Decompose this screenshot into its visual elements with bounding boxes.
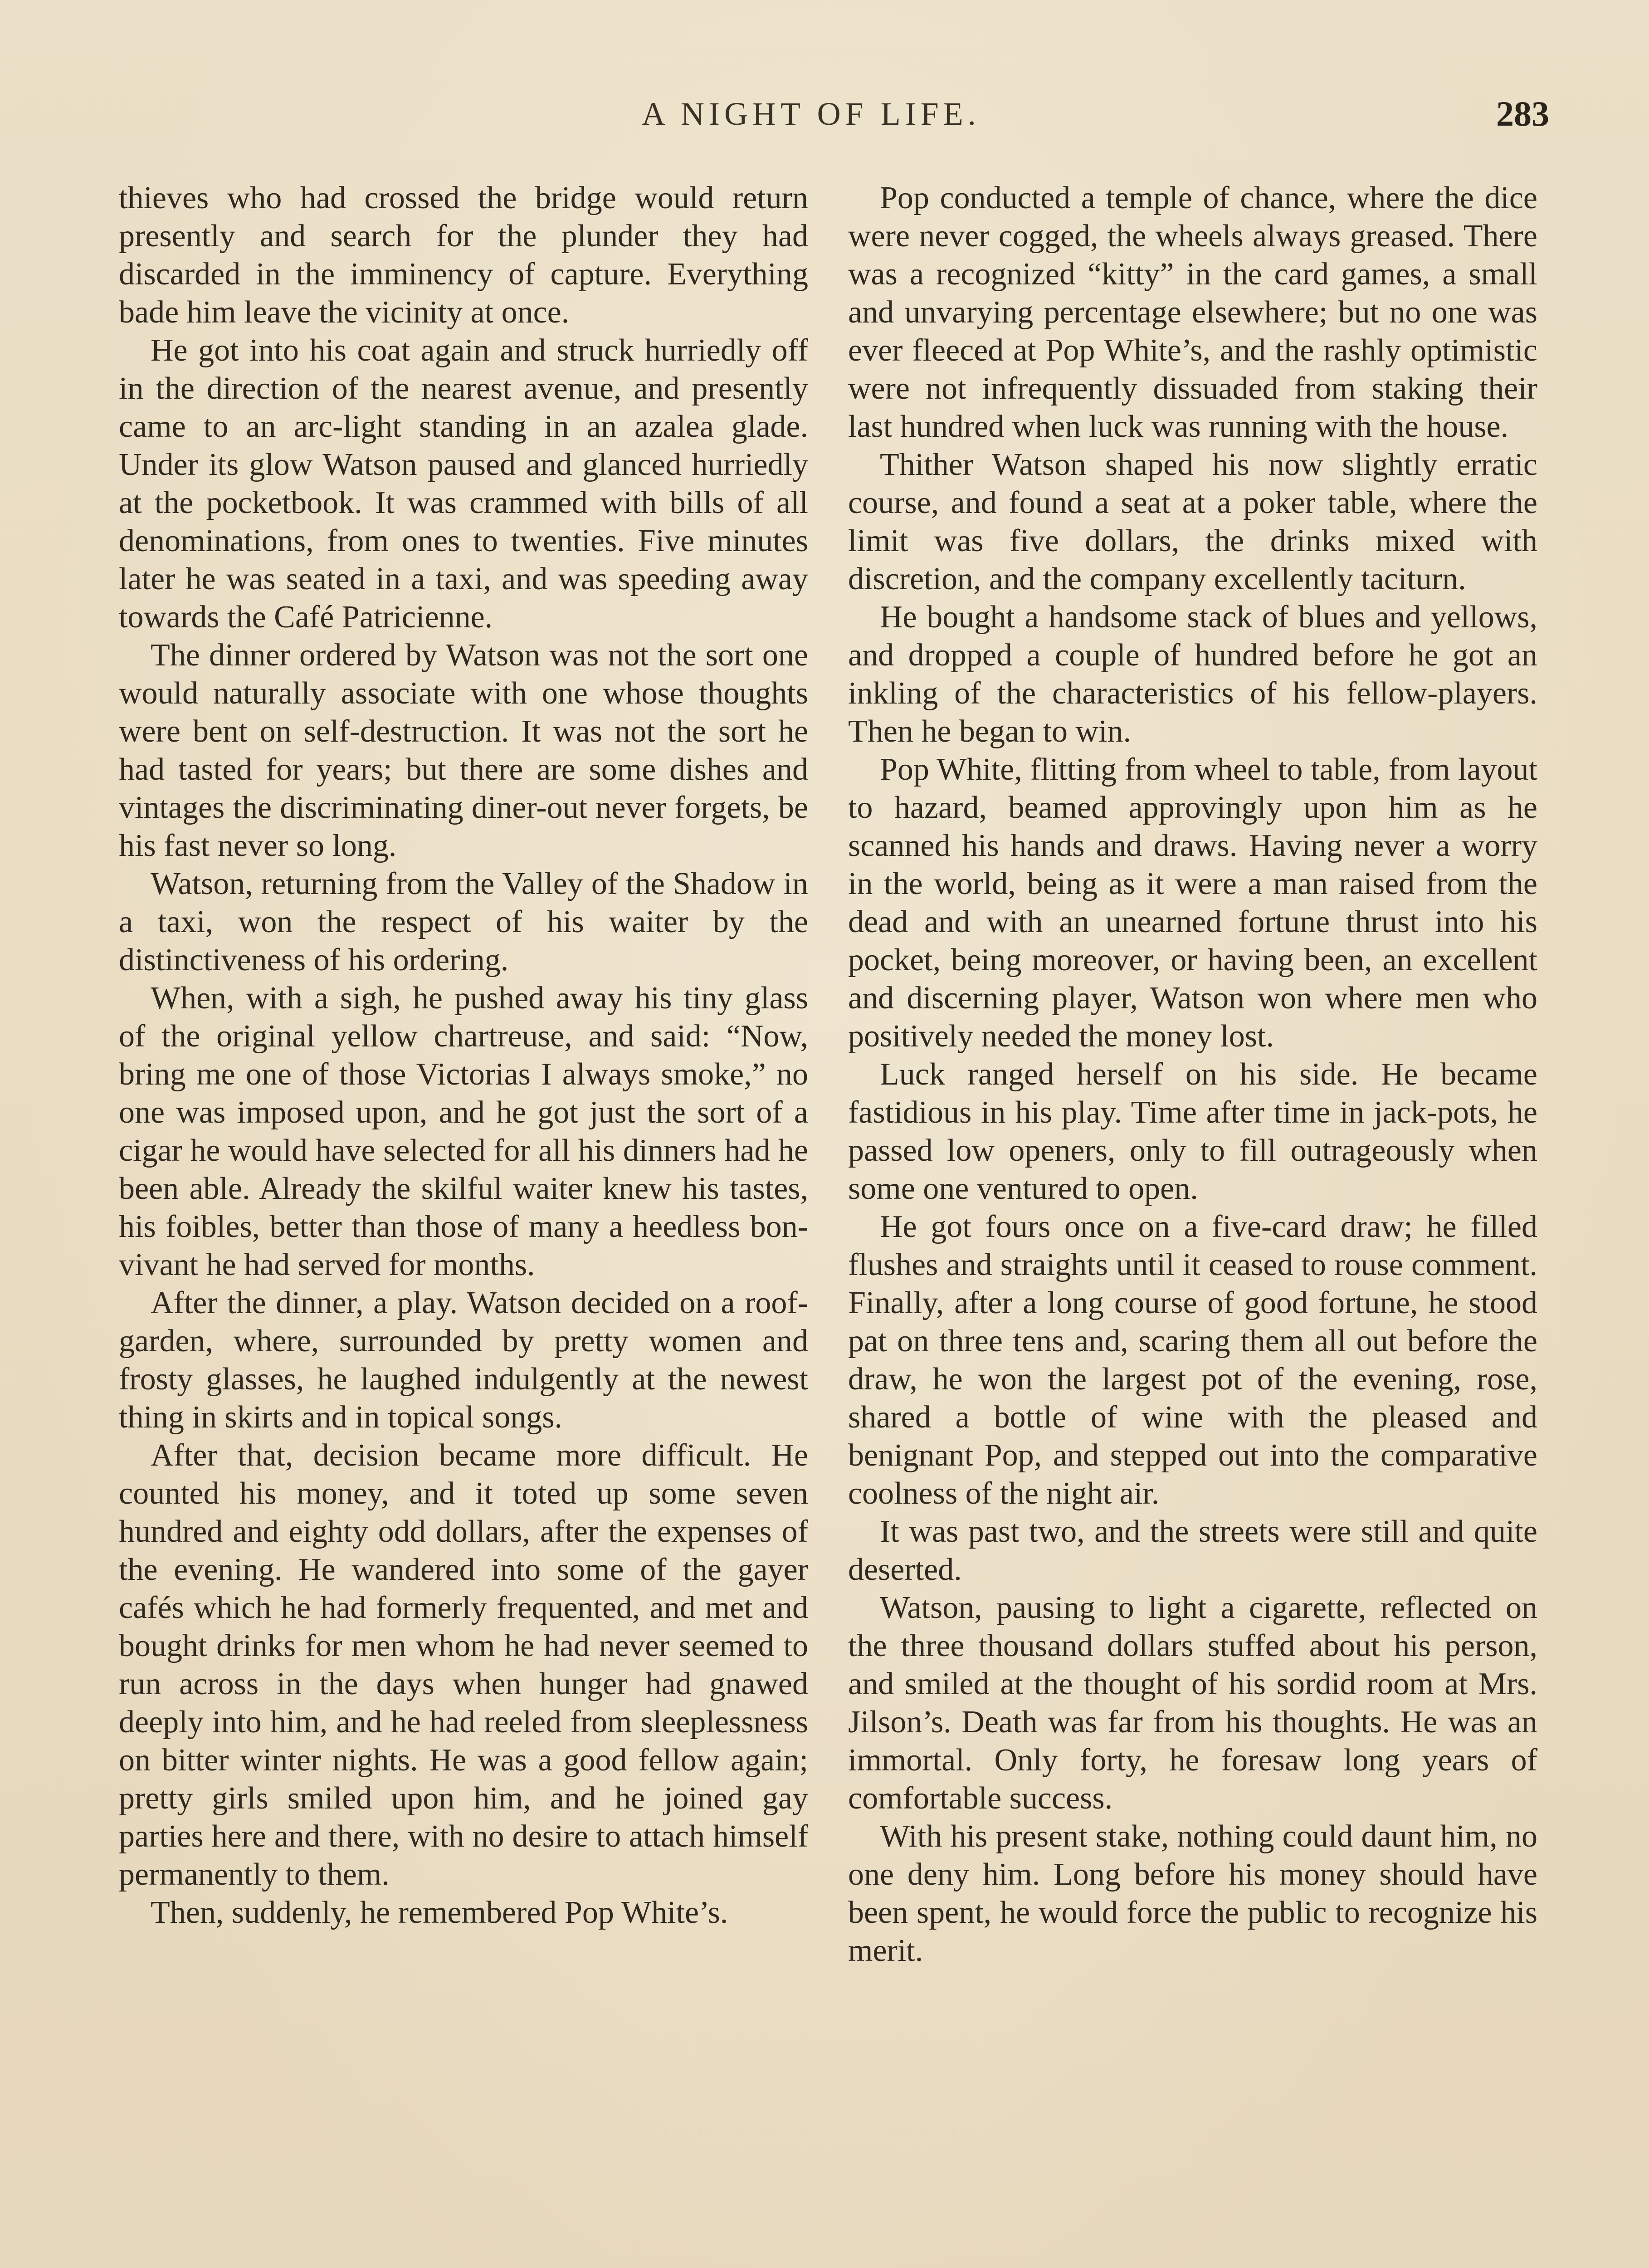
paragraph: Luck ranged herself on his side. He became fastidious in his play. Time after time in jack-pots, he passed low openers, only to fill outrageously when some one ventured to open. bbox=[848, 1057, 1537, 1206]
right-column bbox=[848, 179, 1537, 1970]
page-number: 283 bbox=[1496, 94, 1549, 133]
paragraph: It was past two, and the streets were still and quite deserted. bbox=[848, 1514, 1537, 1587]
left-column bbox=[119, 179, 808, 1932]
paragraph: After that, decision became more difficult. He counted his money, and it toted up some seven hundred and eighty odd dollars, after the expenses of the evening. He wandered into some of the gayer cafés which he had formerly frequented, and met and bought drinks for men whom he had never seemed to run across in the days when hunger had gnawed deeply into him, and he had reeled from sleeplessness on bitter winter nights. He was a good fellow again; pretty girls smiled upon him, and he joined gay parties here and there, with no desire to attach himself permanently to them. bbox=[119, 1438, 808, 1892]
paragraph: He got into his coat again and struck hurriedly off in the direction of the nearest avenue, and presently came to an arc-light standing in an azalea glade. Under its glow Watson paused and glanced hurriedly at the pocketbook. It was crammed with bills of all denominations, from ones to twenties. Five minutes later he was seated in a taxi, and was speeding away towards the Café Patricienne. bbox=[119, 333, 808, 635]
paragraph: Then, suddenly, he remembered Pop White’s. bbox=[151, 1895, 728, 1930]
running-head: A NIGHT OF LIFE. bbox=[642, 96, 981, 132]
paragraph: The dinner ordered by Watson was not the sort one would naturally associate with one whose thoughts were bent on self-destruction. It was not the sort he had tasted for years; but there are some dishes and vintages the discriminating diner-out never forgets, be his fast never so long. bbox=[119, 638, 808, 863]
paragraph: He bought a handsome stack of blues and yellows, and dropped a couple of hundred before he got an inkling of the characteristics of his fellow-players. Then he began to win. bbox=[848, 600, 1537, 749]
paragraph: Watson, returning from the Valley of the Shadow in a taxi, won the respect of his waiter by the distinctiveness of his ordering. bbox=[119, 866, 808, 978]
paragraph: After the dinner, a play. Watson decided on a roof-garden, where, surrounded by pretty women and frosty glasses, he laughed indulgently at the newest thing in skirts and in topical songs. bbox=[119, 1286, 808, 1435]
paragraph: With his present stake, nothing could daunt him, no one deny him. Long before his money should have been spent, he would force the public to recognize his merit. bbox=[848, 1819, 1537, 1968]
paragraph: thieves who had crossed the bridge would return presently and search for the plunder they had discarded in the imminency of capture. Everything bade him leave the vicinity at once. bbox=[119, 181, 808, 330]
paragraph: He got fours once on a five-card draw; he filled flushes and straights until it ceased to rouse comment. Finally, after a long course of good fortune, he stood pat on three tens and, scaring them all out before the draw, he won the largest pot of the evening, rose, shared a bottle of wine with the pleased and benignant Pop, and stepped out into the comparative coolness of the night air. bbox=[848, 1209, 1537, 1511]
paragraph: Thither Watson shaped his now slightly erratic course, and found a seat at a poker table, where the limit was five dollars, the drinks mixed with discretion, and the company excellently taciturn. bbox=[848, 447, 1537, 596]
paragraph: When, with a sigh, he pushed away his tiny glass of the original yellow chartreuse, and said: “Now, bring me one of those Victorias I always smoke,” no one was imposed upon, and he got just the sort of a cigar he would have selected for all his dinners had he been able. Already the skilful waiter knew his tastes, his foibles, better than those of many a heedless bon-vivant he had served for months. bbox=[119, 981, 809, 1282]
paragraph: Pop conducted a temple of chance, where the dice were never cogged, the wheels always greased. There was a recognized “kitty” in the card games, a small and unvarying percentage elsewhere; but no one was ever fleeced at Pop White’s, and the rashly optimistic were not infrequently dissuaded from staking their last hundred when luck was running with the house. bbox=[848, 181, 1537, 444]
paragraph: Pop White, flitting from wheel to table, from layout to hazard, beamed approvingly upon him as he scanned his hands and draws. Having never a worry in the world, being as it were a man raised from the dead and with an unearned fortune thrust into his pocket, being moreover, or having been, an excellent and discerning player, Watson won where men who positively needed the money lost. bbox=[848, 752, 1537, 1054]
paragraph: Watson, pausing to light a cigarette, reflected on the three thousand dollars stuffed about his person, and smiled at the thought of his sordid room at Mrs. Jilson’s. Death was far from his thoughts. He was an immortal. Only forty, he foresaw long years of comfortable success. bbox=[848, 1590, 1537, 1816]
